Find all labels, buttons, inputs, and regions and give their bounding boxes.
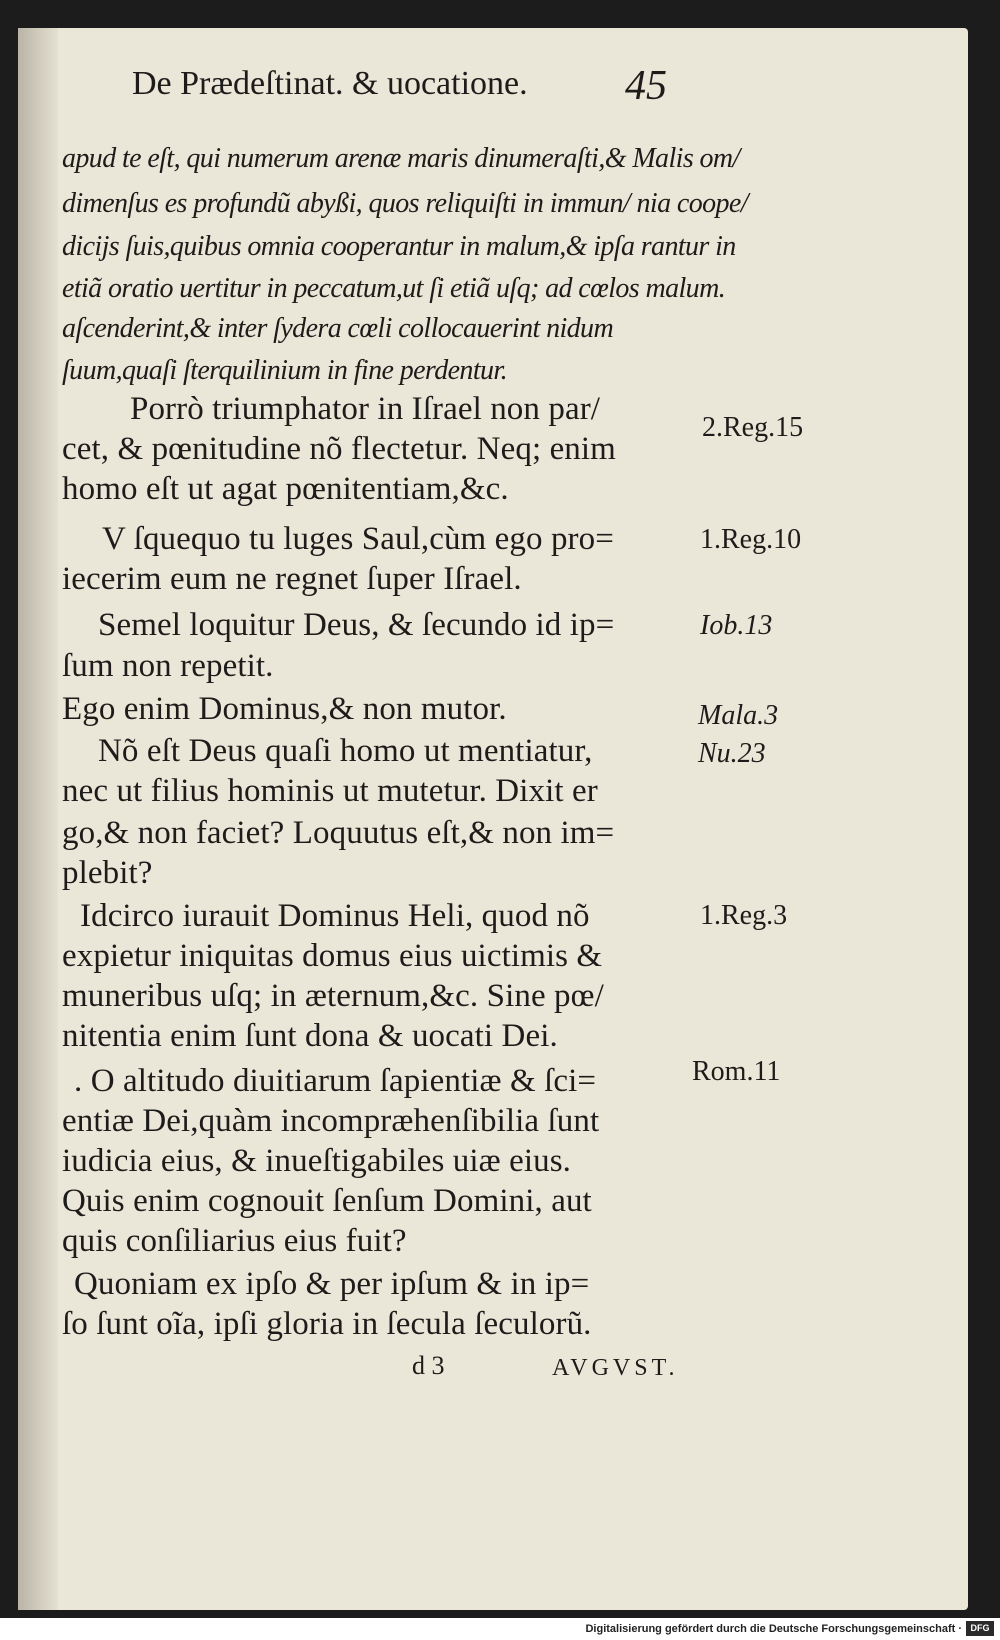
running-title: De Prædeſtinat. & uocatione. xyxy=(132,65,528,102)
text-line: V ſquequo tu luges Saul,cùm ego pro= xyxy=(102,521,614,557)
text-line: dimenſus es profundũ abyßi, quos reliquiſti in immun/ nia coope/ xyxy=(62,188,748,219)
text-line: etiã oratio uertitur in peccatum,ut ſi etiã uſq; ad cœlos malum. xyxy=(62,273,726,304)
text-line: nec ut filius hominis ut mutetur. Dixit er xyxy=(62,773,598,809)
text-line: Ego enim Dominus,& non mutor. xyxy=(62,691,507,727)
signature-mark: d 3 xyxy=(412,1351,445,1380)
text-line: ſuum,quaſi ſterquilinium in fine perdentur. xyxy=(62,355,507,386)
text-line: apud te eſt, qui numerum arenæ maris dinumeraſti,& Malis om/ xyxy=(62,143,740,174)
margin-note: Nu.23 xyxy=(698,738,766,769)
margin-note: Iob.13 xyxy=(700,610,773,641)
text-line: Quoniam ex ipſo & per ipſum & in ip= xyxy=(74,1266,590,1302)
text-line: aſcenderint,& inter ſydera cœli collocauerint nidum xyxy=(62,313,614,344)
margin-note: 1.Reg.10 xyxy=(700,524,802,555)
text-line: Quis enim cognouit ſenſum Domini, aut xyxy=(62,1183,592,1219)
text-line: Semel loquitur Deus, & ſecundo id ip= xyxy=(98,607,615,643)
text-line: plebit? xyxy=(62,855,153,891)
text-line: Idcirco iurauit Dominus Heli, quod nõ xyxy=(80,898,590,934)
text-line: iecerim eum ne regnet ſuper Iſrael. xyxy=(62,561,522,597)
text-line: entiæ Dei,quàm incompræhenſibilia ſunt xyxy=(62,1103,600,1139)
text-line: iudicia eius, & inueſtigabiles uiæ eius. xyxy=(62,1143,572,1179)
text-line: homo eſt ut agat pœnitentiam,&c. xyxy=(62,471,509,507)
text-line: Porrò triumphator in Iſrael non par/ xyxy=(130,391,601,427)
text-line: ſo ſunt oĩa, ipſi gloria in ſecula ſeculorũ. xyxy=(62,1306,592,1342)
catchword: AVGVST. xyxy=(552,1355,679,1381)
credit-text: Digitalisierung gefördert durch die Deutsche Forschungsgemeinschaft · xyxy=(585,1623,962,1635)
text-line: dicijs ſuis,quibus omnia cooperantur in malum,& ipſa rantur in xyxy=(62,231,736,262)
text-line: Nõ eſt Deus quaſi homo ut mentiatur, xyxy=(98,733,593,769)
text-line: go,& non faciet? Loquutus eſt,& non im= xyxy=(62,815,615,851)
text-line: muneribus uſq; in æternum,&c. Sine pœ/ xyxy=(62,978,604,1014)
text-line: . O altitudo diuitiarum ſapientiæ & ſci= xyxy=(74,1063,597,1099)
margin-note: Mala.3 xyxy=(698,700,779,731)
text-line: expietur iniquitas domus eius uictimis & xyxy=(62,938,603,974)
margin-note: 2.Reg.15 xyxy=(702,412,804,443)
text-line: nitentia enim ſunt dona & uocati Dei. xyxy=(62,1018,558,1054)
digitization-footer xyxy=(0,1618,1000,1640)
text-line: ſum non repetit. xyxy=(62,648,274,684)
page-gutter-shadow xyxy=(18,28,58,1610)
dfg-logo: DFG xyxy=(966,1621,994,1636)
text-line: quis conſiliarius eius fuit? xyxy=(62,1223,407,1259)
margin-note: 1.Reg.3 xyxy=(700,900,788,931)
folio-number: 45 xyxy=(625,63,667,109)
text-line: cet, & pœnitudine nõ flectetur. Neq; enim xyxy=(62,431,616,467)
margin-note: Rom.11 xyxy=(692,1056,781,1087)
